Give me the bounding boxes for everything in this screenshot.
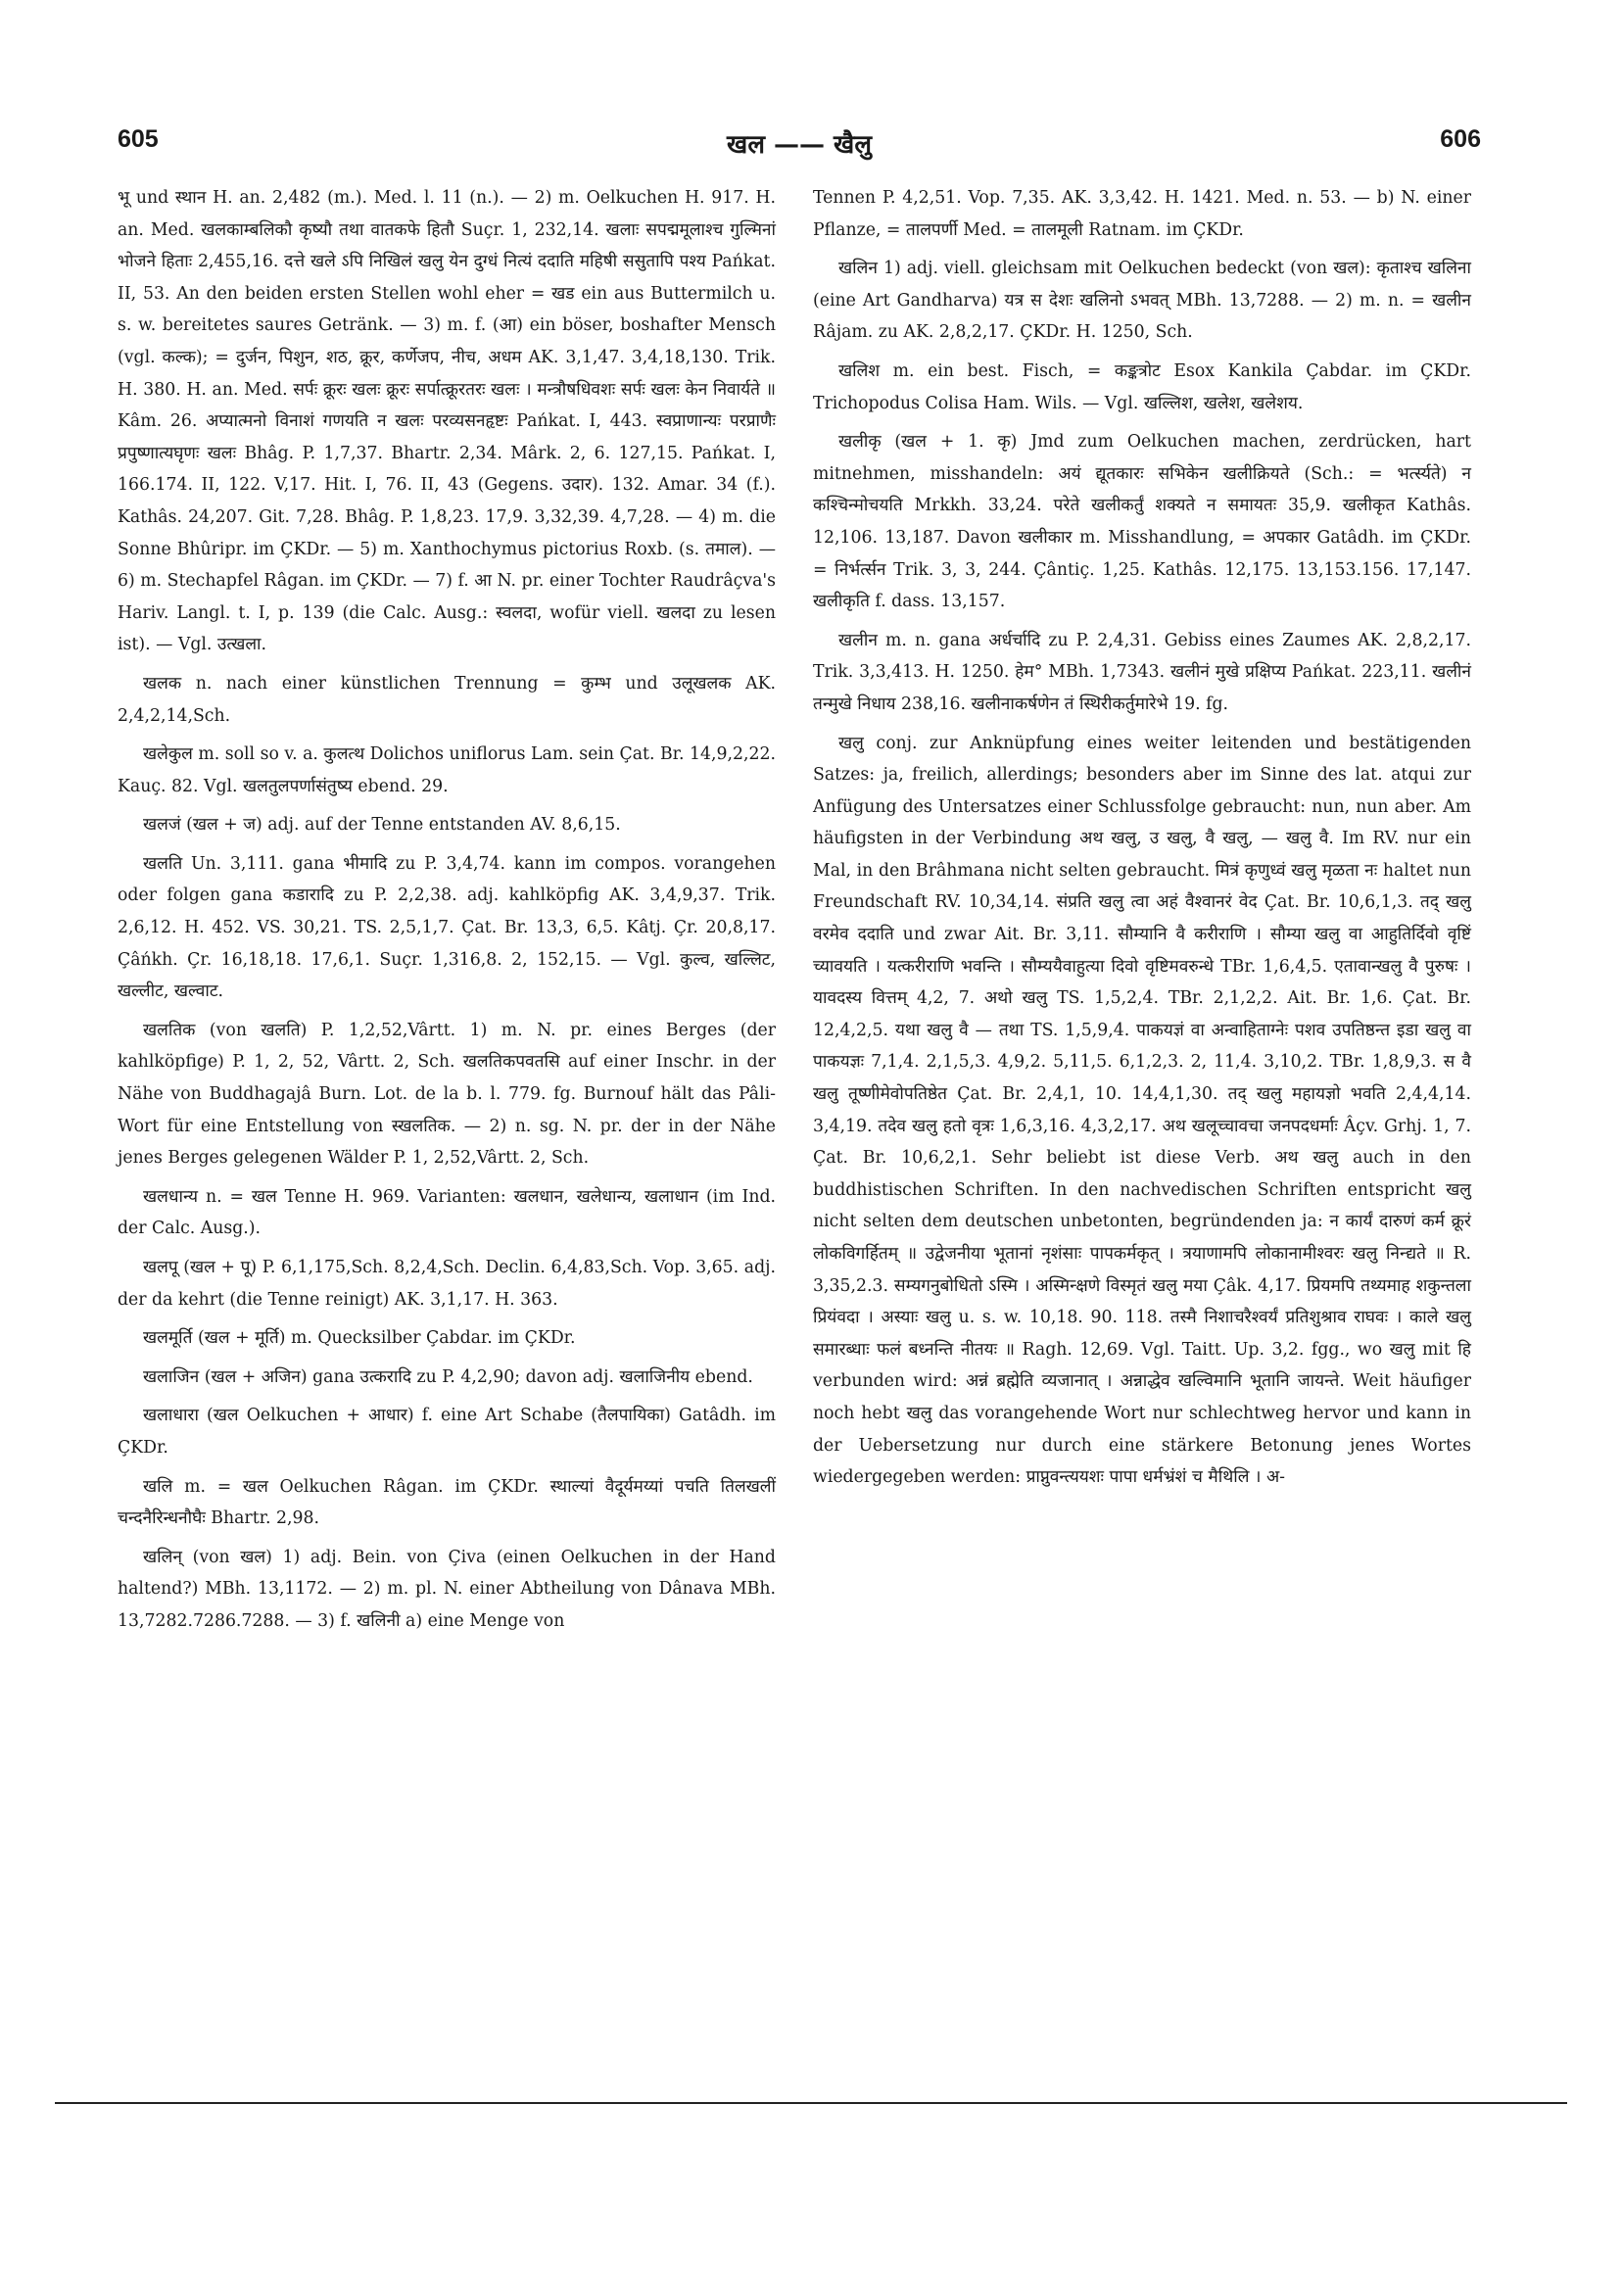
dictionary-entry: खलु conj. zur Anknüpfung eines weiter leitenden und bestätigenden Satzes: ja, freilich, allerdings; besonders aber im Sinne des lat. atqui zur Anfügung des Untersatzes einer Schlussfolge gebraucht: nun, nun aber. Am häufigsten in der Verbindung अथ खलु, उ खलु, वै खलु, — खलु वै. Im RV. nur ein Mal, in den Brâhmana nicht selten gebraucht. मित्रं कृणुध्वं खलु मृळता नः haltet nun Freundschaft RV. 10,34,14. संप्रति खलु त्वा अहं वैश्वानरं वेद Çat. Br. 10,6,1,3. तद् खलु वरमेव ददाति und zwar Ait. Br. 3,11. सौम्यानि वै करीराणि । सौम्या खलु वा आहुतिर्दिवो वृष्टिं च्यावयति । यत्करीराणि भवन्ति । सौम्ययैवाहुत्या दिवो वृष्टिमवरुन्धे TBr. 1,6,4,5. एतावान्खलु वै पुरुषः । यावदस्य वित्तम् 4,2, 7. अथो खलु TS. 1,5,2,4. TBr. 2,1,2,2. Ait. Br. 1,6. Çat. Br. 12,4,2,5. यथा खलु वै — तथा TS. 1,5,9,4. पाकयज्ञं वा अन्वाहिताग्नेः पशव उपतिष्ठन्त इडा खलु वा पाकयज्ञः 7,1,4. 2,1,5,3. 4,9,2. 5,11,5. 6,1,2,3. 2, 11,4. 3,10,2. TBr. 1,8,9,3. स वै खलु तूष्णीमेवोपतिष्ठेत Çat. Br. 2,4,1, 10. 14,4,1,30. तद् खलु महायज्ञो भवति 2,4,4,14. 3,4,19. तदेव खलु हतो वृत्रः 1,6,3,16. 4,3,2,17. अथ खलूच्चावचा जनपदधर्माः Âçv. Grhj. 1, 7. Çat. Br. 10,6,2,1. Sehr beliebt ist diese Verb. अथ खलु auch in den buddhistischen Schriften. In den nachvedischen Schriften entspricht खलु nicht selten dem deutschen unbetonten, begründenden ja: न कार्यं दारुणं कर्म क्रूरं लोकविगर्हितम् ॥ उद्वेजनीया भूतानां नृशंसाः पापकर्मकृत् । त्रयाणामपि लोकानामीश्वरः खलु निन्द्यते ॥ R. 3,35,2.3. सम्यगनुबोधितो ऽस्मि । अस्मिन्क्षणे विस्मृतं खलु मया Çâk. 4,17. प्रियमपि तथ्यमाह शकुन्तला प्रियंवदा । अस्याः खलु u. s. w. 10,18. 90. 118. तस्मै निशाचरैश्वर्यं प्रतिशुश्राव राघवः । काले खलु समारब्धाः फलं बध्नन्ति नीतयः ॥ Ragh. 12,69. Vgl. Taitt. Up. 3,2. fgg., wo खलु mit हि verbunden wird: अन्नं ब्रह्मेति व्यजानात् । अन्नाद्धेव खल्विमानि भूतानि जायन्ते. Weit häufiger noch hebt खलु das vorangehende Wort nur schlechtweg hervor und kann in der Uebersetzung nur durch eine stärkere Betonung jenes Wortes wiedergegeben werden: प्राप्नुवन्त्ययशः पापा धर्मभ्रंशं च मैथिलि । अ-	[813, 733, 1471, 1488]
dictionary-entry: खलतिक (von खलति) P. 1,2,52,Vârtt. 1) m. N. pr. eines Berges (der kahlköpfige) P. 1, 2, 52, Vârtt. 2, Sch. खलतिकपवतसि auf einer Inschr. in der Nähe von Buddhagajâ Burn. Lot. de la b. l. 779. fg. Burnouf hält das Pâli-Wort für eine Entstellung von स्खलतिक. — 2) n. sg. N. pr. der in der Nähe jenes Berges gelegenen Wälder P. 1, 2,52,Vârtt. 2, Sch.	[118, 1020, 776, 1169]
right-page-number: 606	[1440, 125, 1481, 153]
dictionary-entry: खलि m. = खल Oelkuchen Râgan. im ÇKDr. स्थाल्यां वैदूर्यमय्यां पचति तिलखलीं चन्दनैरिन्धनौघैः Bhartr. 2,98.	[118, 1476, 776, 1529]
dictionary-entry: खलीकृ (खल + 1. कृ) Jmd zum Oelkuchen machen, zerdrücken, hart mitnehmen, misshandeln: अयं द्यूतकारः सभिकेन खलीक्रियते (Sch.: = भर्त्स्यते) न कश्चिन्मोचयति Mrkkh. 33,24. परेते खलीकर्तुं शक्यते न समायतः 35,9. खलीकृत Kathâs. 12,106. 13,187. Davon खलीकार m. Misshandlung, = अपकार Gatâdh. im ÇKDr. = निर्भर्त्सन Trik. 3, 3, 244. Çântiç. 1,25. Kathâs. 12,175. 13,153.156. 17,147. खलीकृति f. dass. 13,157.	[813, 432, 1471, 612]
left-page-number: 605	[118, 125, 159, 153]
dictionary-entry: खलेकुल m. soll so v. a. कुलत्थ Dolichos uniflorus Lam. sein Çat. Br. 14,9,2,22. Kauç. 82. Vgl. खलतुलपर्णासंतुष्य ebend. 29.	[118, 744, 776, 796]
dictionary-entry: खलाधारा (खल Oelkuchen + आधार) f. eine Art Schabe (तैलपायिका) Gatâdh. im ÇKDr.	[118, 1406, 776, 1458]
dictionary-entry: खलति Un. 3,111. gana भीमादि zu P. 3,4,74. kann im compos. vorangehen oder folgen gana कडारादि zu P. 2,2,38. adj. kahlköpfig AK. 3,4,9,37. Trik. 2,6,12. H. 452. VS. 30,21. TS. 2,5,1,7. Çat. Br. 13,3, 6,5. Kâtj. Çr. 20,8,17. Çâńkh. Çr. 16,18,18. 17,6,1. Suçr. 1,316,8. 2, 152,15. — Vgl. कुल्व, खल्लिट, खल्लीट, खल्वाट.	[118, 853, 776, 1002]
dictionary-entry: खलपू (खल + पू) P. 6,1,175,Sch. 8,2,4,Sch. Declin. 6,4,83,Sch. Vop. 3,65. adj. der da kehrt (die Tenne reinigt) AK. 3,1,17. H. 363.	[118, 1258, 776, 1310]
right-column	[813, 182, 1471, 1501]
left-column	[118, 182, 776, 1645]
footer-rule	[55, 2102, 1567, 2104]
dictionary-entry: Tennen P. 4,2,51. Vop. 7,35. AK. 3,3,42. H. 1421. Med. n. 53. — b) N. einer Pflanze, = तालपर्णी Med. = तालमूली Ratnam. im ÇKDr.	[813, 188, 1471, 240]
running-head: खल —— खैलु	[727, 130, 872, 160]
dictionary-entry: खलाजिन (खल + अजिन) gana उत्करादि zu P. 4,2,90; davon adj. खलाजिनीय ebend.	[143, 1366, 753, 1387]
dictionary-entry: खलजं (खल + ज) adj. auf der Tenne entstanden AV. 8,6,15.	[143, 815, 621, 836]
dictionary-entry: भू und स्थान H. an. 2,482 (m.). Med. l. 11 (n.). — 2) m. Oelkuchen H. 917. H. an. Med. खलकाम्बलिकौ कृष्यौ तथा वातकफे हितौ Suçr. 1, 232,14. खलाः सपद्ममूलाश्च गुल्मिनां भोजने हिताः 2,455,16. दत्ते खले ऽपि निखिलं खलु येन दुग्धं नित्यं ददाति महिषी ससुतापि पश्य Pańkat. II, 53. An den beiden ersten Stellen wohl eher = खड ein aus Buttermilch u. s. w. bereitetes saures Getränk. — 3) m. f. (आ) ein böser, boshafter Mensch (vgl. कल्क); = दुर्जन, पिशुन, शठ, क्रूर, कर्णेजप, नीच, अधम AK. 3,1,47. 3,4,18,130. Trik. H. 380. H. an. Med. सर्पः क्रूरः खलः क्रूरः सर्पात्क्रूरतरः खलः । मन्त्रौषधिवशः सर्पः खलः केन निवार्यते ॥ Kâm. 26. अप्यात्मनो विनाशं गणयति न खलः परव्यसनहृष्टः Pańkat. I, 443. स्वप्राणान्यः परप्राणैः प्रपुष्णात्यघृणः खलः Bhâg. P. 1,7,37. Bhartr. 2,34. Mârk. 2, 6. 127,15. Pańkat. I, 166.174. II, 122. V,17. Hit. I, 76. II, 43 (Gegens. उदार). 132. Amar. 34 (f.). Kathâs. 24,207. Git. 7,28. Bhâg. P. 1,8,23. 17,9. 3,32,39. 4,7,28. — 4) m. die Sonne Bhûripr. im ÇKDr. — 5) m. Xanthochymus pictorius Roxb. (s. तमाल). — 6) m. Stechapfel Râgan. im ÇKDr. — 7) f. आ N. pr. einer Tochter Raudrâçva's Hariv. Langl. t. I, p. 139 (die Calc. Ausg.: स्वलदा, wofür viell. खलदा zu lesen ist). — Vgl. उत्खला.	[118, 188, 776, 655]
dictionary-entry: खलमूर्ति (खल + मूर्ति) m. Quecksilber Çabdar. im ÇKDr.	[143, 1328, 576, 1349]
page-header	[118, 125, 1481, 168]
dictionary-entry: खलिश m. ein best. Fisch, = कङ्कत्रोट Esox Kankila Çabdar. im ÇKDr. Trichopodus Colisa Ham. Wils. — Vgl. खल्लिश, खलेश, खलेशय.	[813, 360, 1471, 413]
dictionary-entry: खलिन् (von खल) 1) adj. Bein. von Çiva (einen Oelkuchen in der Hand haltend?) MBh. 13,1172. — 2) m. pl. N. einer Abtheilung von Dânava MBh. 13,7282.7286.7288. — 3) f. खलिनी a) eine Menge von	[118, 1547, 776, 1631]
dictionary-entry: खलक n. nach einer künstlichen Trennung = कुम्भ und उलूखलक AK. 2,4,2,14,Sch.	[118, 673, 776, 726]
dictionary-entry: खलीन m. n. gana अर्धर्चादि zu P. 2,4,31. Gebiss eines Zaumes AK. 2,8,2,17. Trik. 3,3,413. H. 1250. हेम° MBh. 1,7343. खलीनं मुखे प्रक्षिप्य Pańkat. 223,11. खलीनं तन्मुखे निधाय 238,16. खलीनाकर्षणेन तं स्थिरीकर्तुमारेभे 19. fg.	[813, 630, 1471, 714]
dictionary-entry: खलिन 1) adj. viell. gleichsam mit Oelkuchen bedeckt (von खल): कृताश्च खलिना (eine Art Gandharva) यत्र स देशः खलिनो ऽभवत् MBh. 13,7288. — 2) m. n. = खलीन Râjam. zu AK. 2,8,2,17. ÇKDr. H. 1250, Sch.	[813, 259, 1471, 343]
dictionary-entry: खलधान्य n. = खल Tenne H. 969. Varianten: खलधान, खलेधान्य, खलाधान (im Ind. der Calc. Ausg.).	[118, 1186, 776, 1239]
